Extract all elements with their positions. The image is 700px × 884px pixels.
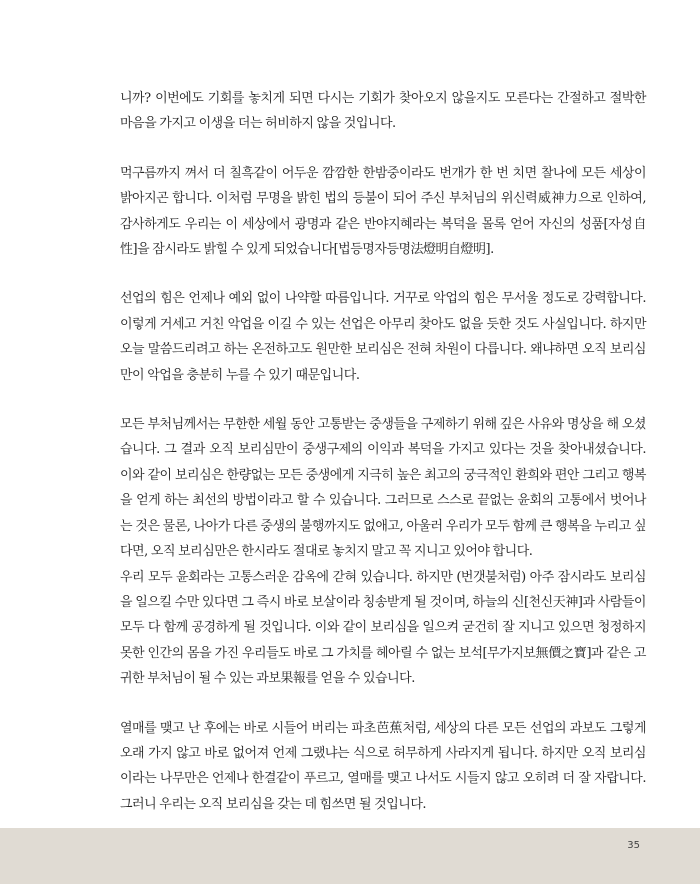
paragraph-1: 니까? 이번에도 기회를 놓치게 되면 다시는 기회가 찾아오지 않을지도 모른다는 간절하고 절박한 마음을 가지고 이생을 더는 허비하지 않을 것입니다. <box>120 91 646 132</box>
body-text <box>120 86 646 817</box>
paragraph-5: 우리 모두 윤회라는 고통스러운 감옥에 갇혀 있습니다. 하지만 (번갯불처럼) 아주 잠시라도 보리심을 일으킬 수만 있다면 그 즉시 바로 보살이라 칭송받게 될 것이며, 하늘의 신[천신天神]과 사람들이 모두 다 함께 공경하게 될 것입니다. 이와 같이 보리심을 일으켜 굳건히 잘 지니고 있으면 청정하지 못한 인간의 몸을 가진 우리들도 바로 그 가치를 헤아릴 수 없는 보석[무가지보無價之寶]과 같은 고귀한 부처님이 될 수 있는 과보果報를 얻을 수 있습니다. <box>120 569 646 687</box>
paragraph-2: 먹구름까지 껴서 더 칠흑같이 어두운 깜깜한 한밤중이라도 번개가 한 번 치면 찰나에 모든 세상이 밝아지곤 합니다. 이처럼 무명을 밝힌 법의 등불이 되어 주신 부처님의 위신력威神力으로 인하여, 감사하게도 우리는 이 세상에서 광명과 같은 반야지혜라는 복덕을 몰록 얻어 자신의 성품[자성自性]을 잠시라도 밝힐 수 있게 되었습니다[법등명자등명法燈明自燈明]. <box>120 165 646 258</box>
footer-band <box>0 828 700 884</box>
page-number: 35 <box>627 840 640 851</box>
paragraph-4: 모든 부처님께서는 무한한 세월 동안 고통받는 중생들을 구제하기 위해 깊은 사유와 명상을 해 오셨습니다. 그 결과 오직 보리심만이 중생구제의 이익과 복덕을 가지고 있다는 것을 찾아내셨습니다. 이와 같이 보리심은 한량없는 모든 중생에게 지극히 높은 최고의 궁극적인 환희와 편안 그리고 행복을 얻게 하는 최선의 방법이라고 할 수 있습니다. 그러므로 스스로 끝없는 윤회의 고통에서 벗어나는 것은 물론, 나아가 다른 중생의 불행까지도 없애고, 아울러 우리가 모두 함께 큰 행복을 누리고 싶다면, 오직 보리심만은 한시라도 절대로 놓치지 말고 꼭 지니고 있어야 합니다. <box>120 417 646 560</box>
paragraph-3: 선업의 힘은 언제나 예외 없이 나약할 따름입니다. 거꾸로 악업의 힘은 무서울 정도로 강력합니다. 이렇게 거세고 거친 악업을 이길 수 있는 선업은 아무리 찾아도 없을 듯한 것도 사실입니다. 하지만 오늘 말씀드리려고 하는 온전하고도 원만한 보리심은 전혀 차원이 다릅니다. 왜냐하면 오직 보리심만이 악업을 충분히 누를 수 있기 때문입니다. <box>120 291 646 383</box>
paragraph-6: 열매를 맺고 난 후에는 바로 시들어 버리는 파초芭蕉처럼, 세상의 다른 모든 선업의 과보도 그렇게 오래 가지 않고 바로 없어져 언제 그랬냐는 식으로 허무하게 사라지게 됩니다. 하지만 오직 보리심이라는 나무만은 언제나 한결같이 푸르고, 열매를 맺고 나서도 시들지 않고 오히려 더 잘 자랍니다. 그러니 우리는 오직 보리심을 갖는 데 힘쓰면 될 것입니다. <box>120 720 646 812</box>
